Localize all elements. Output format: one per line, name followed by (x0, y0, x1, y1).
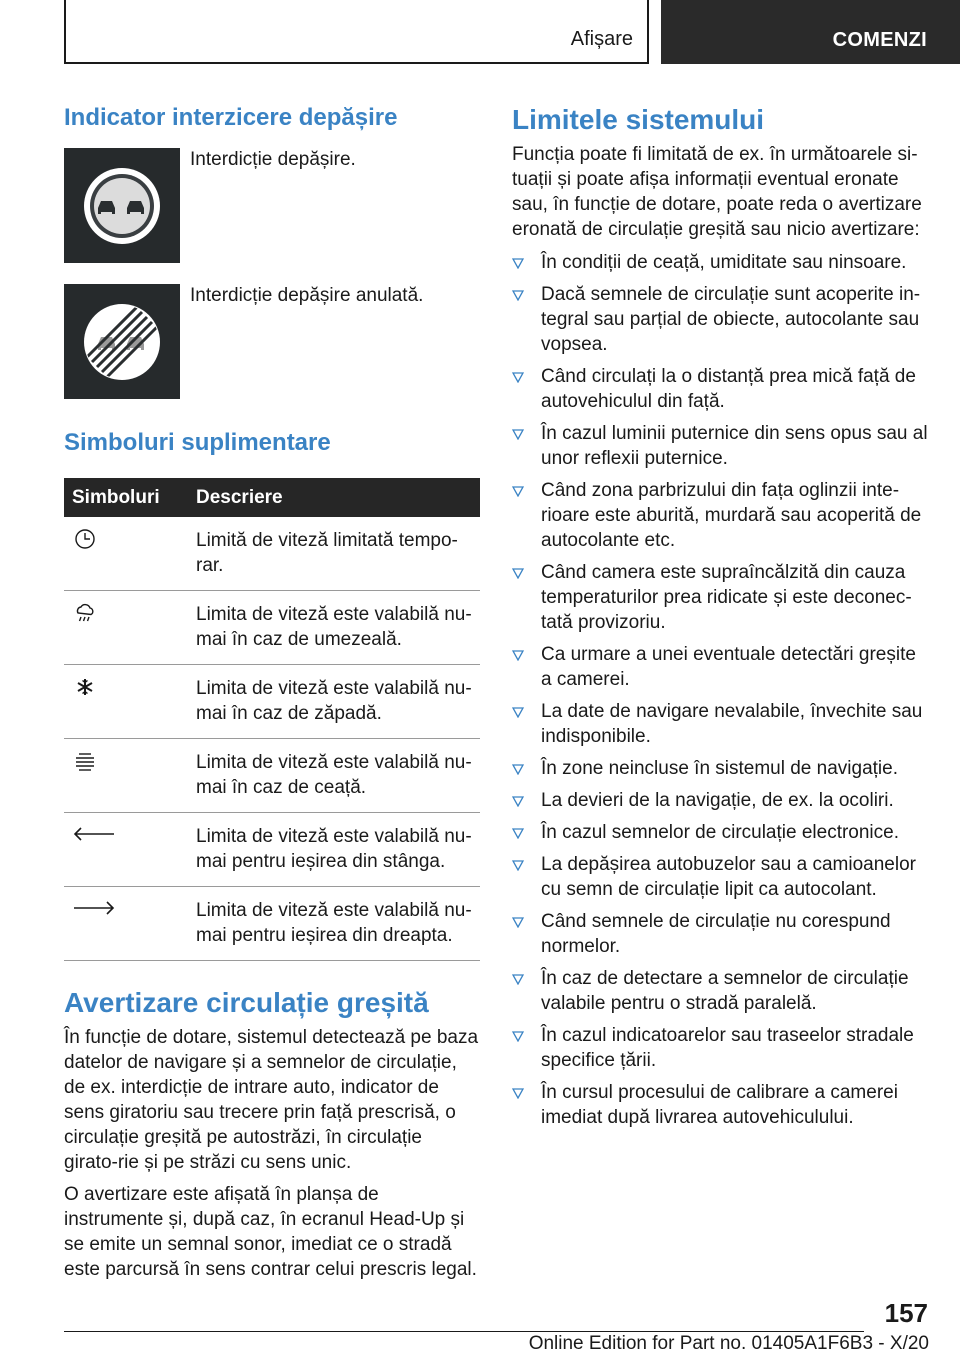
no-overtaking-sign-icon (64, 148, 180, 263)
list-item (512, 852, 928, 902)
list-item-text: La depășirea autobuzelor sau a camioanelor cu semn de circulație lipit ca autocolant. (541, 854, 916, 900)
column-header: Descriere (184, 478, 480, 517)
list-item-text: Când circulați la o distanță prea mică față de autovehiculul din față. (541, 366, 916, 412)
bullet-triangle-icon (512, 973, 524, 985)
bullet-triangle-icon (512, 763, 524, 775)
sign-description: Interdicție depășire. (190, 149, 356, 170)
system-limits-heading: Limitele sistemului (512, 104, 765, 135)
bullet-triangle-icon (512, 485, 524, 497)
list-item (512, 966, 928, 1016)
fog-icon (72, 758, 98, 779)
list-item-text: În cazul luminii puternice din sens opus sau al unor reflexii puternice. (541, 423, 928, 469)
list-item (512, 560, 928, 635)
clock-icon (72, 536, 98, 557)
symbol-description: Limita de viteză este valabilă nu-mai pentru ieșirea din dreapta. (184, 887, 480, 961)
list-item-text: Când camera este supraîncălzită din cauza temperaturilor prea ridicate și este deconec-tată provizoriu. (541, 562, 912, 633)
sign-row (64, 284, 480, 399)
bullet-triangle-icon (512, 1030, 524, 1042)
bullet-triangle-icon (512, 567, 524, 579)
list-item-text: În condiții de ceață, umiditate sau ninsoare. (541, 252, 907, 273)
wrong-way-paragraph: În funcție de dotare, sistemul detectează pe baza datelor de navigare și a semnelor de circulație, de ex. interdicție de intrare auto, indicator de sens giratoriu sau trecere prin față prescrisă, o circulație greșită pe autostrăzi, în circulație girato-rie și pe străzi cu sens unic. (64, 1027, 479, 1173)
list-item (512, 282, 928, 357)
list-item (512, 1080, 928, 1130)
bullet-triangle-icon (512, 916, 524, 928)
bullet-triangle-icon (512, 428, 524, 440)
bullet-triangle-icon (512, 827, 524, 839)
bullet-triangle-icon (512, 649, 524, 661)
section-title: Afișare (570, 28, 633, 50)
list-item (512, 699, 928, 749)
list-item-text: În cazul semnelor de circulație electronice. (541, 822, 900, 843)
list-item (512, 478, 928, 553)
list-item (512, 364, 928, 414)
list-item-text: La devieri de la navigație, de ex. la ocoliri. (541, 790, 894, 811)
table-header-row (64, 478, 480, 517)
footer-edition: Online Edition for Part no. 01405A1F6B3 - X/20 (528, 1333, 929, 1354)
bullet-triangle-icon (512, 289, 524, 301)
symbol-description: Limita de viteză este valabilă nu-mai în caz de zăpadă. (184, 665, 480, 739)
no-overtaking-heading: Indicator interzicere depășire (64, 104, 398, 131)
list-item (512, 642, 928, 692)
list-item-text: În cazul indicatoarelor sau traseelor stradale specifice țării. (541, 1025, 914, 1071)
wrong-way-paragraph: O avertizare este afișată în planșa de instrumente și, după caz, în ecranul Head-Up și se emite un semnal sonor, imediat ce o stradă este parcursă în sens contrar celui prescris legal. (64, 1184, 477, 1280)
list-item-text: Când semnele de circulație nu corespund normelor. (541, 911, 891, 957)
table-row (64, 665, 480, 739)
arrow-right-icon (72, 906, 116, 927)
header-chapter-tab (661, 0, 960, 64)
bullet-triangle-icon (512, 1087, 524, 1099)
list-item-text: În caz de detectare a semnelor de circulație valabile pentru o stradă paralelă. (541, 968, 909, 1014)
symbol-description: Limită de viteză limitată tempo-rar. (184, 517, 480, 591)
bullet-triangle-icon (512, 706, 524, 718)
system-limits-intro: Funcția poate fi limitată de ex. în următoarele si-tuații și poate afișa informații eventual eronate sau, în funcție de dotare, poate reda o avertizare eronată de circulație greșită sau nicio avertizare: (512, 144, 922, 240)
bullet-triangle-icon (512, 859, 524, 871)
table-row (64, 739, 480, 813)
right-column (512, 104, 928, 1137)
symbol-description: Limita de viteză este valabilă nu-mai în caz de ceață. (184, 739, 480, 813)
sign-row (64, 148, 480, 263)
snowflake-icon (72, 684, 98, 705)
bullet-triangle-icon (512, 371, 524, 383)
list-item (512, 788, 928, 813)
table-row (64, 887, 480, 961)
arrow-left-icon (72, 832, 116, 853)
list-item-text: În cursul procesului de calibrare a camerei imediat după livrarea autovehiculului. (541, 1082, 898, 1128)
list-item (512, 909, 928, 959)
supplementary-symbols-table (64, 478, 480, 961)
symbol-description: Limita de viteză este valabilă nu-mai în caz de umezeală. (184, 591, 480, 665)
system-limits-list (512, 250, 928, 1130)
table-row (64, 813, 480, 887)
list-item-text: În zone neincluse în sistemul de navigație. (541, 758, 898, 779)
list-item-text: La date de navigare nevalabile, învechite sau indisponibile. (541, 701, 923, 747)
page-number: 157 (884, 1298, 928, 1328)
bullet-triangle-icon (512, 795, 524, 807)
symbol-description: Limita de viteză este valabilă nu-mai pentru ieșirea din stânga. (184, 813, 480, 887)
sign-description: Interdicție depășire anulată. (190, 285, 424, 306)
header-section-tab (64, 0, 649, 64)
chapter-title: COMENZI (832, 29, 927, 51)
column-header: Simboluri (64, 478, 184, 517)
supplementary-heading: Simboluri suplimentare (64, 429, 331, 456)
bullet-triangle-icon (512, 257, 524, 269)
list-item (512, 1023, 928, 1073)
rain-cloud-icon (72, 610, 98, 631)
wrong-way-heading: Avertizare circulație greșită (64, 987, 429, 1018)
footer-divider (64, 1331, 864, 1332)
list-item (512, 756, 928, 781)
list-item (512, 421, 928, 471)
list-item-text: Dacă semnele de circulație sunt acoperite in-tegral sau parțial de obiecte, autocolante sau vopsea. (541, 284, 921, 355)
end-of-no-overtaking-sign-icon (64, 284, 180, 399)
list-item (512, 820, 928, 845)
list-item-text: Când zona parbrizului din fața oglinzii inte-rioare este aburită, murdară sau acoperită de autocolante etc. (541, 480, 922, 551)
left-column (64, 104, 480, 1282)
list-item-text: Ca urmare a unei eventuale detectări greșite a camerei. (541, 644, 916, 690)
table-row (64, 591, 480, 665)
list-item (512, 250, 928, 275)
table-row (64, 517, 480, 591)
